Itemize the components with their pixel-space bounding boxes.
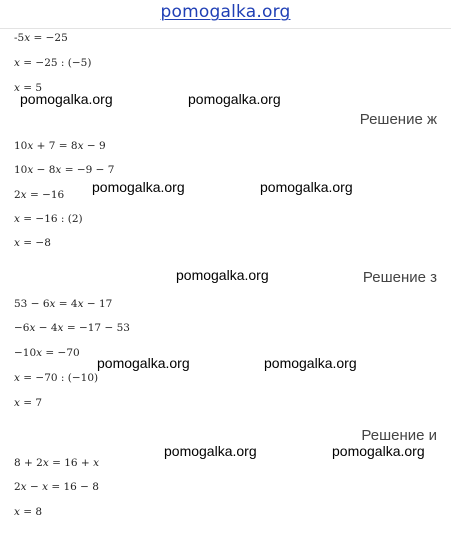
equation-line: 8 + 2𝑥 = 16 + 𝑥: [14, 457, 99, 469]
equation-line: 𝑥 = 7: [14, 397, 43, 409]
equation-line: −10𝑥 = −70: [14, 347, 80, 359]
equation-line: 53 − 6𝑥 = 4𝑥 − 17: [14, 298, 113, 310]
watermark: pomogalka.org: [188, 91, 281, 107]
site-logo[interactable]: pomogalka.org: [160, 2, 291, 22]
watermark: pomogalka.org: [176, 267, 269, 283]
watermark: pomogalka.org: [97, 355, 190, 371]
solution-heading-zh: Решение ж: [359, 111, 437, 128]
header-divider: [0, 28, 451, 29]
equation-line: 2𝑥 = −16: [14, 189, 65, 201]
equation-line: 𝑥 = −16 : (2): [14, 213, 83, 225]
watermark: pomogalka.org: [260, 179, 353, 195]
equation-line: 10𝑥 − 8𝑥 = −9 − 7: [14, 164, 115, 176]
equation-line: -5𝑥 = −25: [14, 32, 68, 44]
equation-line: 𝑥 = 5: [14, 82, 43, 94]
watermark: pomogalka.org: [20, 91, 113, 107]
equation-line: 𝑥 = −25 : (−5): [14, 57, 92, 69]
equation-line: 2𝑥 − 𝑥 = 16 − 8: [14, 481, 99, 493]
watermark: pomogalka.org: [164, 443, 257, 459]
watermark: pomogalka.org: [92, 179, 185, 195]
equation-line: 𝑥 = −8: [14, 237, 51, 249]
equation-line: 𝑥 = 8: [14, 506, 43, 518]
watermark: pomogalka.org: [264, 355, 357, 371]
solution-heading-z: Решение з: [362, 269, 437, 286]
equation-line: 10𝑥 + 7 = 8𝑥 − 9: [14, 140, 106, 152]
solution-heading-i: Решение и: [361, 427, 437, 444]
watermark: pomogalka.org: [332, 443, 425, 459]
equation-line: 𝑥 = −70 : (−10): [14, 372, 99, 384]
equation-line: −6𝑥 − 4𝑥 = −17 − 53: [14, 322, 130, 334]
